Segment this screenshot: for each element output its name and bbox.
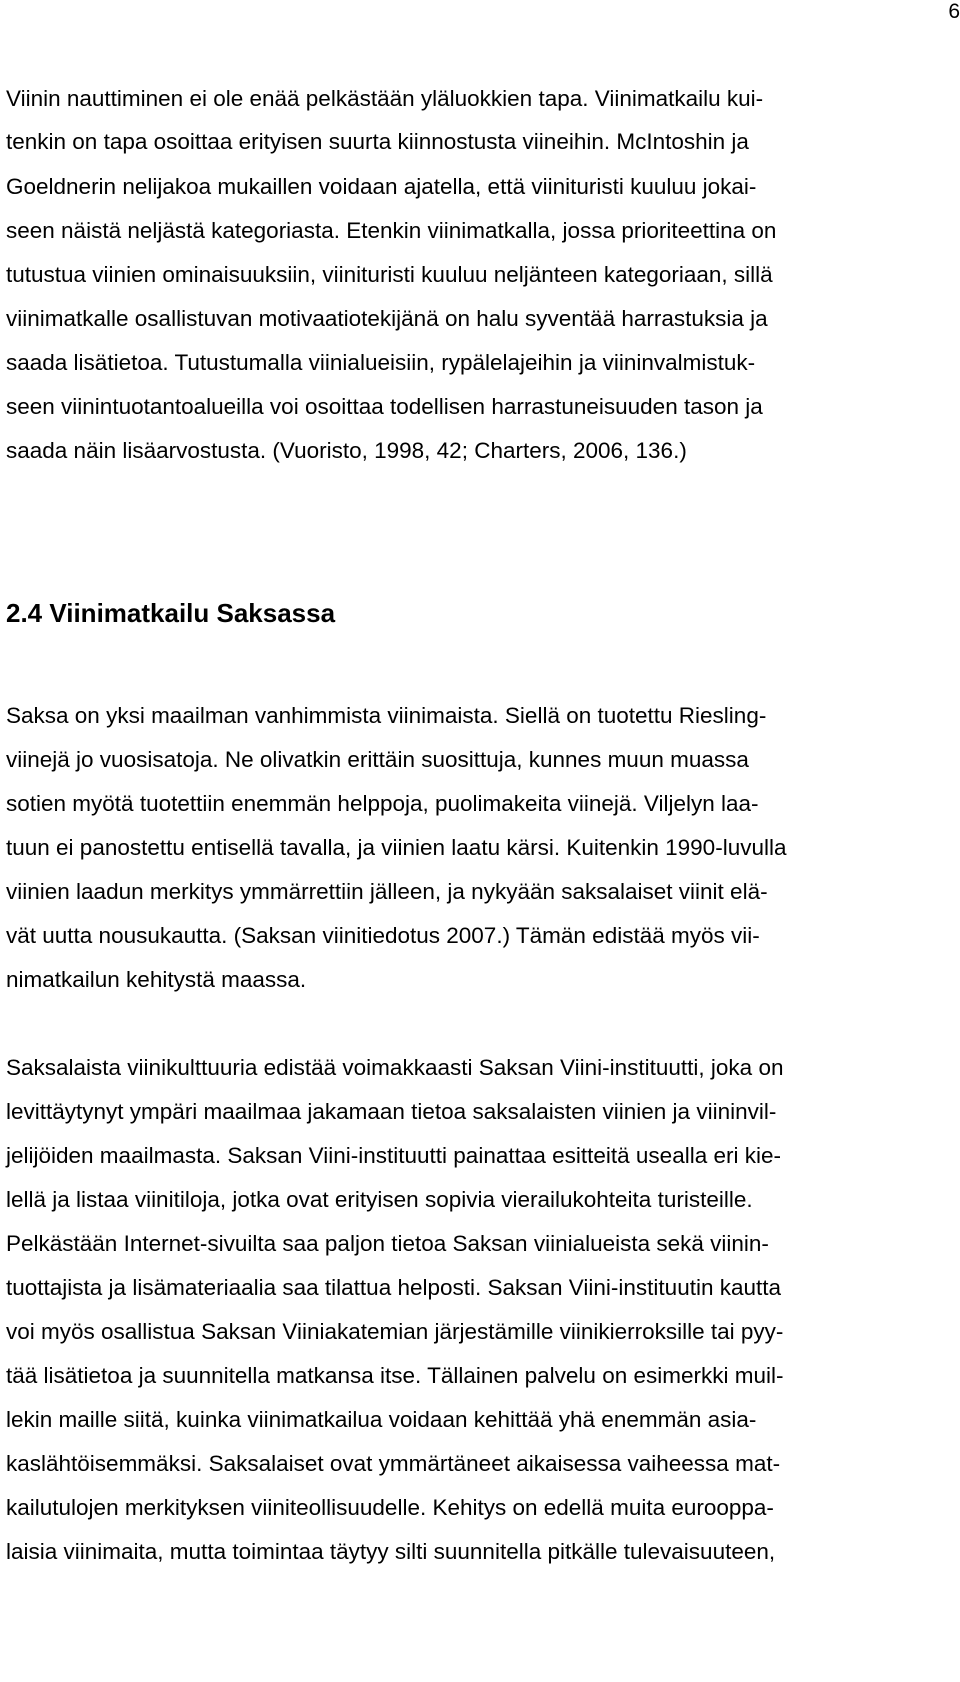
paragraph-line: tää lisätietoa ja suunnitella matkansa itse. Tällainen palvelu on esimerkki muil- (6, 1363, 784, 1388)
paragraph-line: tutustua viinien ominaisuuksiin, viinituristi kuuluu neljänteen kategoriaan, sillä (6, 262, 773, 287)
paragraph-line: saada lisätietoa. Tutustumalla viinialueisiin, rypälelajeihin ja viininvalmistuk- (6, 350, 756, 375)
paragraph-line: lellä ja listaa viinitiloja, jotka ovat erityisen sopivia vierailukohteita turisteille. (6, 1187, 753, 1212)
paragraph-line: Pelkästään Internet-sivuilta saa paljon tietoa Saksan viinialueista sekä viinin- (6, 1231, 769, 1256)
paragraph-line: sotien myötä tuotettiin enemmän helppoja, puolimakeita viinejä. Viljelyn laa- (6, 791, 759, 816)
page-number: 6 (948, 0, 960, 23)
paragraph-line: tuottajista ja lisämateriaalia saa tilattua helposti. Saksan Viini-instituutin kautta (6, 1275, 782, 1300)
paragraph-line: kaslähtöisemmäksi. Saksalaiset ovat ymmärtäneet aikaisessa vaiheessa mat- (6, 1451, 781, 1476)
paragraph-line: tenkin on tapa osoittaa erityisen suurta kiinnostusta viineihin. McIntoshin ja (6, 129, 749, 154)
paragraph-line: seen näistä neljästä kategoriasta. Etenkin viinimatkalla, jossa prioriteettina on (6, 218, 777, 243)
paragraph-line: viinien laadun merkitys ymmärrettiin jälleen, ja nykyään saksalaiset viinit elä- (6, 879, 768, 904)
paragraph-line: jelijöiden maailmasta. Saksan Viini-instituutti painattaa esitteitä usealla eri kie- (6, 1143, 781, 1168)
paragraph-line: viinimatkalle osallistuvan motivaatiotekijänä on halu syventää harrastuksia ja (6, 306, 768, 331)
paragraph-line: voi myös osallistua Saksan Viiniakatemian järjestämille viinikierroksille tai pyy- (6, 1319, 784, 1344)
paragraph-line: nimatkailun kehitystä maassa. (6, 967, 307, 992)
paragraph-line: Goeldnerin nelijakoa mukaillen voidaan ajatella, että viinituristi kuuluu jokai- (6, 174, 757, 199)
paragraph-line: Viinin nauttiminen ei ole enää pelkästään yläluokkien tapa. Viinimatkailu kui- (6, 86, 764, 111)
paragraph-line: lekin maille siitä, kuinka viinimatkailua voidaan kehittää yhä enemmän asia- (6, 1407, 757, 1432)
paragraph-line: Saksalaista viinikulttuuria edistää voimakkaasti Saksan Viini-instituutti, joka on (6, 1055, 784, 1080)
paragraph-line: vät uutta nousukautta. (Saksan viinitiedotus 2007.) Tämän edistää myös vii- (6, 923, 760, 948)
section-heading: 2.4 Viinimatkailu Saksassa (6, 598, 336, 628)
paragraph-line: tuun ei panostettu entisellä tavalla, ja viinien laatu kärsi. Kuitenkin 1990-luvulla (6, 835, 787, 860)
paragraph-line: seen viinintuotantoalueilla voi osoittaa todellisen harrastuneisuuden tason ja (6, 394, 763, 419)
paragraph-line: saada näin lisäarvostusta. (Vuoristo, 1998, 42; Charters, 2006, 136.) (6, 438, 687, 463)
paragraph-line: laisia viinimaita, mutta toimintaa täytyy silti suunnitella pitkälle tulevaisuuteen, (6, 1539, 776, 1564)
paragraph-line: levittäytynyt ympäri maailmaa jakamaan tietoa saksalaisten viinien ja viininvil- (6, 1099, 777, 1124)
paragraph-line: kailutulojen merkityksen viiniteollisuudelle. Kehitys on edellä muita eurooppa- (6, 1495, 774, 1520)
paragraph-line: Saksa on yksi maailman vanhimmista viinimaista. Siellä on tuotettu Riesling- (6, 703, 767, 728)
paragraph-line: viinejä jo vuosisatoja. Ne olivatkin erittäin suosittuja, kunnes muun muassa (6, 747, 749, 772)
